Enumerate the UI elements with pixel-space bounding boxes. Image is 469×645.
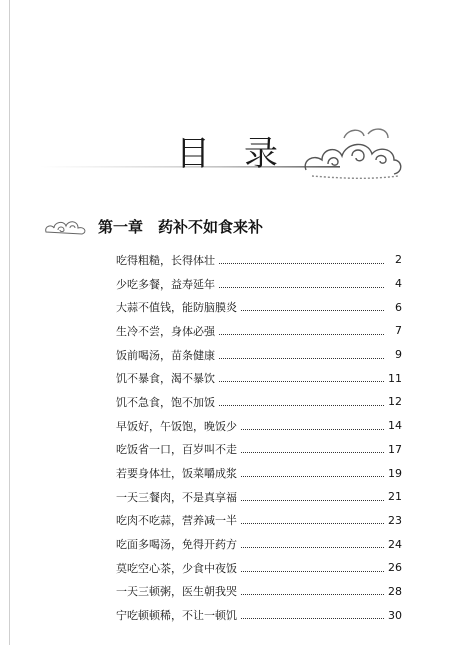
toc-entry[interactable] (116, 580, 402, 604)
toc-leader-dots (241, 522, 384, 524)
toc-entry-title: 宁吃顿顿稀，不让一顿饥 (116, 609, 237, 623)
toc-leader-dots (219, 357, 384, 359)
cloud-ornament-icon (298, 120, 408, 186)
toc-entry[interactable] (116, 390, 402, 414)
toc-leader-dots (241, 546, 384, 548)
toc-leader-dots (219, 380, 384, 382)
toc-page-number: 17 (388, 442, 402, 456)
toc-entry[interactable] (116, 556, 402, 580)
toc-entry[interactable] (116, 295, 402, 319)
toc-leader-dots (241, 593, 384, 595)
toc-page-number: 4 (395, 277, 402, 291)
toc-page-number: 30 (388, 608, 402, 622)
page-title: 目录 (176, 134, 312, 174)
toc-leader-dots (241, 475, 384, 477)
chapter-cloud-icon (42, 216, 90, 238)
chapter-heading (42, 212, 442, 240)
title-banner (0, 120, 469, 190)
toc-entry-title: 一天三顿粥，医生朝我哭 (116, 585, 237, 599)
toc-entry-title: 若要身体壮，饭菜嚼成浆 (116, 467, 237, 481)
toc-page-number: 6 (395, 300, 402, 314)
toc-entry-title: 早饭好，午饭饱，晚饭少 (116, 419, 237, 433)
toc-page-number: 28 (388, 584, 402, 598)
toc-page-number: 24 (388, 537, 402, 551)
toc-entry[interactable] (116, 366, 402, 390)
toc-entry[interactable] (116, 461, 402, 485)
toc-entry[interactable] (116, 485, 402, 509)
toc-page-number: 12 (388, 395, 402, 409)
toc-entry-title: 少吃多餐，益寿延年 (116, 277, 215, 291)
toc-entry-title: 饥不暴食，渴不暴饮 (116, 372, 215, 386)
toc-page-number: 9 (395, 348, 402, 362)
page-edge-line (9, 0, 10, 645)
toc-leader-dots (219, 286, 384, 288)
toc-entry[interactable] (116, 603, 402, 627)
toc-entry[interactable] (116, 438, 402, 462)
toc-list (116, 248, 402, 627)
toc-entry-title: 吃面多喝汤，免得开药方 (116, 538, 237, 552)
toc-entry[interactable] (116, 532, 402, 556)
chapter-title: 第一章 药补不如食来补 (98, 218, 264, 236)
toc-leader-dots (219, 262, 384, 264)
toc-entry-title: 大蒜不值钱，能防脑膜炎 (116, 301, 237, 315)
toc-page-number: 2 (395, 253, 402, 267)
toc-entry[interactable] (116, 319, 402, 343)
toc-leader-dots (241, 499, 384, 501)
toc-entry[interactable] (116, 414, 402, 438)
toc-leader-dots (241, 309, 384, 311)
toc-entry[interactable] (116, 509, 402, 533)
toc-page-number: 21 (388, 490, 402, 504)
toc-page-number: 23 (388, 513, 402, 527)
toc-leader-dots (241, 428, 384, 430)
toc-entry[interactable] (116, 272, 402, 296)
toc-entry-title: 饥不急食，饱不加饭 (116, 395, 215, 409)
toc-leader-dots (241, 617, 384, 619)
toc-entry-title: 饭前喝汤，苗条健康 (116, 348, 215, 362)
toc-entry-title: 吃饭省一口，百岁叫不走 (116, 443, 237, 457)
toc-entry[interactable] (116, 343, 402, 367)
toc-leader-dots (219, 404, 384, 406)
toc-leader-dots (241, 451, 384, 453)
toc-page-number: 19 (388, 466, 402, 480)
toc-entry-title: 莫吃空心茶，少食中夜饭 (116, 561, 237, 575)
toc-entry-title: 吃得粗糙，长得体壮 (116, 253, 215, 267)
toc-entry-title: 生冷不尝，身体必强 (116, 324, 215, 338)
toc-leader-dots (219, 333, 384, 335)
toc-entry-title: 一天三餐肉，不是真享福 (116, 490, 237, 504)
toc-entry[interactable] (116, 248, 402, 272)
toc-entry-title: 吃肉不吃蒜，营养减一半 (116, 514, 237, 528)
toc-leader-dots (241, 570, 384, 572)
toc-page-number: 26 (388, 561, 402, 575)
toc-page-number: 7 (395, 324, 402, 338)
toc-page-number: 14 (388, 419, 402, 433)
toc-page-number: 11 (388, 371, 402, 385)
